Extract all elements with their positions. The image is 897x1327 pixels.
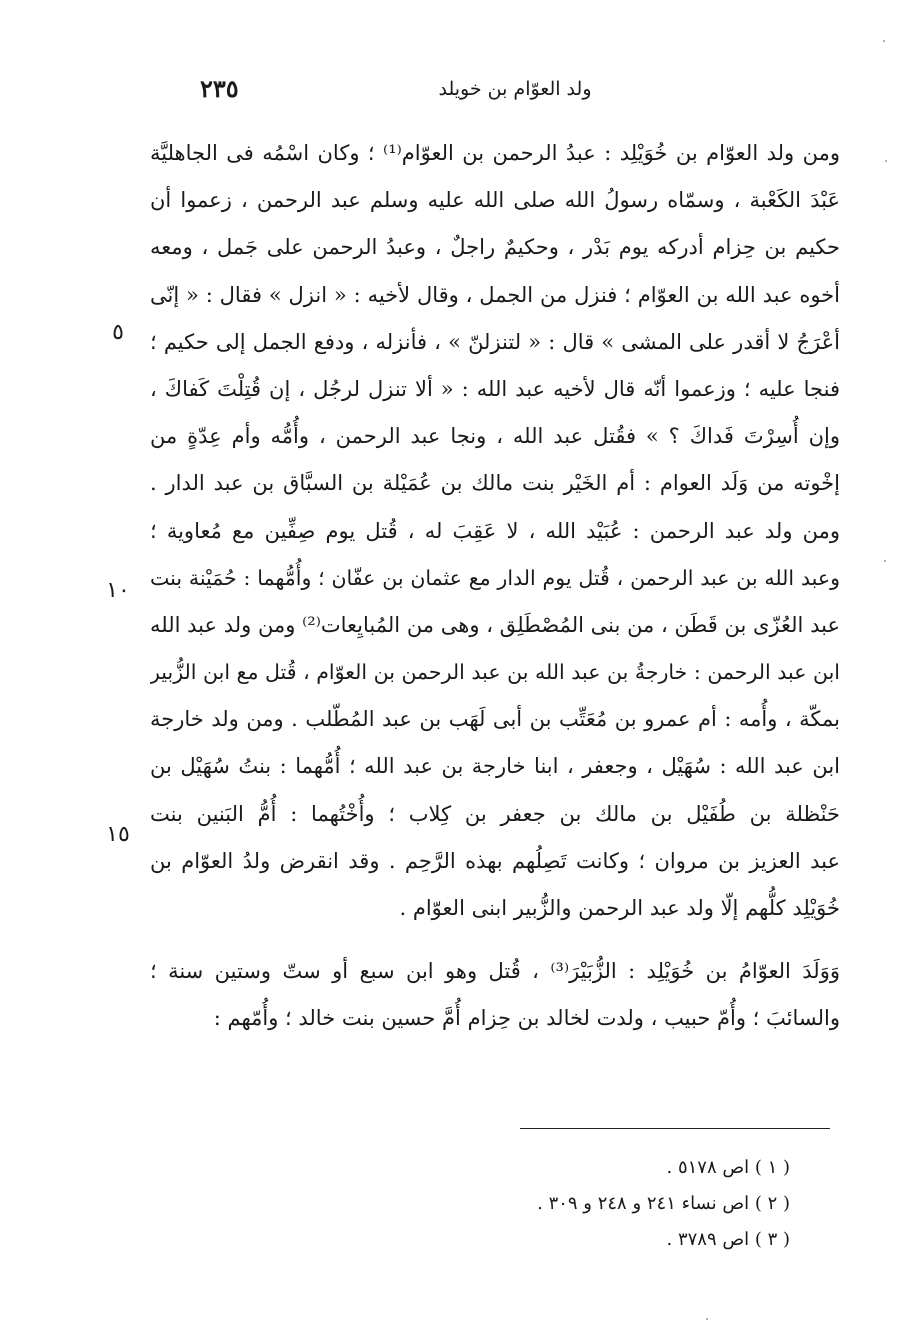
footnote: ( ٢ ) اص نساء ٢٤١ و ٢٤٨ و ٣٠٩ .: [537, 1193, 790, 1214]
line-number-marker: ١٥: [106, 822, 130, 847]
text-line: حكيم بن حِزام أدركه يوم بَدْر ، وحكيمٌ راجلٌ ، وعبدُ الرحمن على جَمل ، ومعه: [150, 235, 840, 260]
text-line: والسائبَ ؛ وأُمّ حبيب ، ولدت لخالد بن حِزام أُمَّ حسين بنت خالد ؛ وأُمّهم :: [213, 1006, 840, 1031]
scan-speck: [884, 560, 886, 562]
footnote-divider: [520, 1128, 830, 1129]
text-line: وَوَلَدَ العوّامُ بن خُوَيْلِد : الزُّبَيْرَ⁽³⁾ ، قُتل وهو ابن سبع أو ستّ وستين سنة ؛: [150, 959, 840, 984]
line-number-marker: ٥: [112, 320, 124, 345]
text-line: وعبد الله بن عبد الرحمن ، قُتل يوم الدار مع عثمان بن عفّان ؛ وأُمُّهما : حُمَيْنة بنت: [150, 565, 840, 590]
text-line: عَبْدَ الكَعْبة ، وسمّاه رسولُ الله صلى الله عليه وسلم عبد الرحمن ، زعموا أن: [150, 188, 840, 213]
running-head-title: ولد العوّام بن خويلد: [438, 78, 592, 100]
paragraph-1: [150, 130, 840, 932]
text-line: ومن ولد عبد الرحمن : عُبَيْد الله ، لا عَقِبَ له ، قُتل يوم صِفِّين مع مُعاوية ؛: [150, 518, 840, 543]
text-line: أخوه عبد الله بن العوّام ؛ فنزل من الجمل ، وقال لأخيه : « انزل » فقال : « إنّى: [150, 282, 840, 307]
text-line: إخْوته من وَلَد العوام : أم الخَيْر بنت مالك بن عُمَيْلة بن السبَّاق بن عبد الدار .: [150, 471, 840, 496]
scan-speck: [706, 1318, 708, 1320]
footnote: ( ٣ ) اص ٣٧٨٩ .: [666, 1229, 790, 1250]
footnotes: [380, 1150, 790, 1258]
text-line: ابن عبد الرحمن : خارجةُ بن عبد الله بن عبد الرحمن بن العوّام ، قُتل مع ابن الزُّبير: [150, 660, 840, 685]
page-number: ٢٣٥: [200, 74, 239, 103]
text-line: فنجا عليه ؛ وزعموا أنّه قال لأخيه عبد الله : « ألا تنزل لرجُل ، إن قُتِلْتَ كَفاكَ ،: [150, 376, 840, 401]
paragraph-2: [150, 948, 840, 1042]
text-line: عبد العُزّى بن قَطَن ، من بنى المُصْطَلِق ، وهى من المُبايِعات⁽²⁾ ومن ولد عبد الله: [150, 612, 840, 637]
text-line: ابن عبد الله : سُهَيْل ، وجعفر ، ابنا خارجة بن عبد الله ؛ أُمُّهما : بنتُ سُهَيْل بن: [150, 754, 840, 779]
text-line: ومن ولد العوّام بن خُوَيْلِد : عبدُ الرحمن بن العوّام⁽¹⁾ ؛ وكان اسْمُه فى الجاهليَّة: [150, 141, 840, 165]
text-line: بمكّة ، وأُمه : أم عمرو بن مُعَتِّب بن أبى لَهَب بن عبد المُطّلب . ومن ولد خارجة: [150, 707, 840, 732]
text-line: أعْرَجُ لا أقدر على المشى » قال : « لتنزلنّ » ، فأنزله ، ودفع الجمل إلى حكيم ؛: [150, 329, 840, 354]
scan-speck: [883, 40, 885, 42]
paragraph-gap: [150, 932, 840, 948]
main-text: [150, 130, 840, 1043]
text-line: حَنْظلة بن طُفَيْل بن مالك بن جعفر بن كِلاب ؛ وأُخْتُهما : أُمُّ البَنين بنت: [150, 801, 840, 826]
text-line: عبد العزيز بن مروان ؛ وكانت تَصِلُهم بهذه الرَّحِم . وقد انقرض ولدُ العوّام بن: [150, 848, 840, 873]
running-head: [150, 74, 840, 108]
footnote: ( ١ ) اص ٥١٧٨ .: [666, 1157, 790, 1178]
line-number-marker: ١٠: [106, 578, 130, 603]
scan-speck: [885, 160, 887, 162]
text-line: خُوَيْلِد كلُّهم إلّا ولد عبد الرحمن والزُّبير ابنى العوّام .: [399, 896, 840, 920]
text-line: وإن أُسِرْتَ فَداكَ ؟ » فقُتل عبد الله ، ونجا عبد الرحمن ، وأُمُّه وأم عِدّةٍ من: [150, 424, 840, 449]
